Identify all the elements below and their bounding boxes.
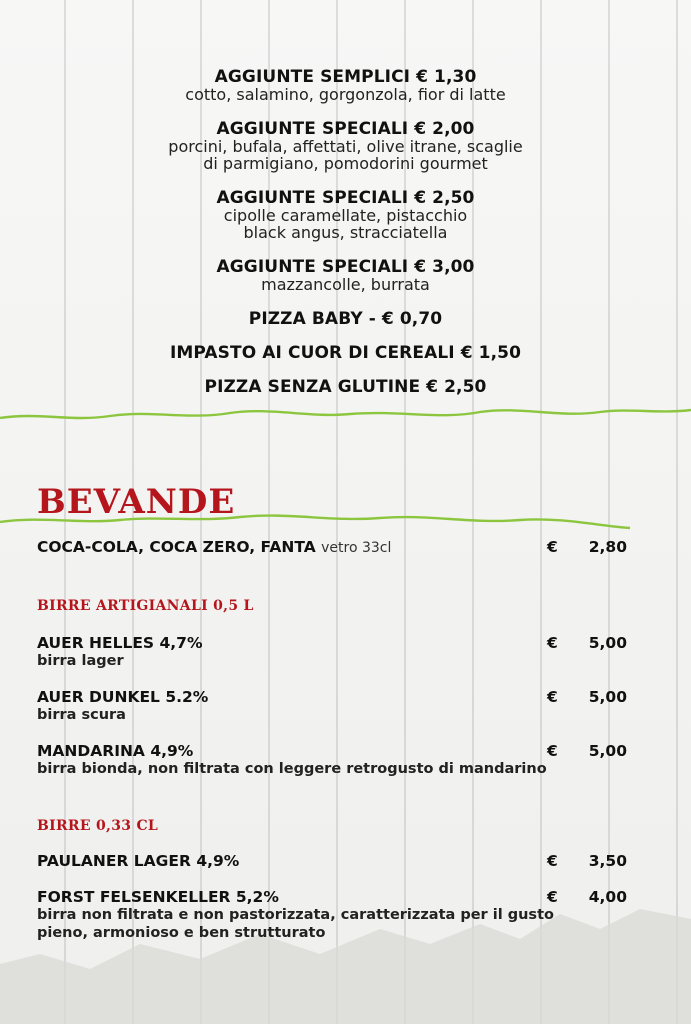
extras-group-4 [0, 258, 691, 293]
beer-name: AUER DUNKEL 5.2% [37, 688, 209, 706]
extras-group-1 [0, 68, 691, 103]
bevande-title: BEVANDE [37, 482, 236, 522]
pizza-senza-glutine: PIZZA SENZA GLUTINE € 2,50 [204, 377, 487, 397]
beer-row [37, 852, 637, 870]
currency: € [547, 538, 558, 556]
currency: € [547, 688, 558, 706]
soft-drinks-note: vetro 33cl [321, 540, 392, 556]
extras-line: di parmigiano, pomodorini gourmet [203, 154, 488, 173]
beer-row [37, 888, 637, 942]
currency: € [547, 742, 558, 760]
birre-033-title: BIRRE 0,33 CL [37, 818, 159, 834]
beer-desc: birra non filtrata e non pastorizzata, caratterizzata per il gusto [37, 907, 554, 923]
beer-name: PAULANER LAGER 4,9% [37, 852, 240, 870]
extras-line: cipolle caramellate, pistacchio [223, 206, 468, 225]
extras-line: mazzancolle, burrata [261, 275, 430, 294]
extras-group-3 [0, 189, 691, 241]
currency: € [547, 888, 558, 906]
currency: € [547, 852, 558, 870]
price: 5,00 [588, 688, 627, 706]
birre-artigianali-title: BIRRE ARTIGIANALI 0,5 L [37, 598, 254, 614]
beer-desc: birra scura [37, 707, 126, 723]
extras-line: black angus, stracciatella [243, 223, 448, 242]
beer-row [37, 742, 637, 778]
soft-drinks-name: COCA-COLA, COCA ZERO, FANTA [37, 538, 316, 556]
price: 3,50 [588, 852, 627, 870]
impasto-cereali: IMPASTO AI CUOR DI CEREALI € 1,50 [169, 343, 522, 363]
green-wave-divider [0, 400, 691, 430]
extras-title: AGGIUNTE SPECIALI € 2,00 [216, 119, 475, 139]
extras-line: cotto, salamino, gorgonzola, fior di latte [185, 85, 506, 104]
beer-name: AUER HELLES 4,7% [37, 634, 203, 652]
soft-drinks-row [37, 538, 637, 557]
extras-group-2 [0, 120, 691, 172]
extras-title: AGGIUNTE SEMPLICI € 1,30 [214, 67, 477, 87]
beer-name: FORST FELSENKELLER 5,2% [37, 888, 279, 906]
beer-row [37, 688, 637, 724]
beer-desc: birra bionda, non filtrata con leggere retrogusto di mandarino [37, 761, 547, 777]
price: 2,80 [588, 538, 627, 556]
currency: € [547, 634, 558, 652]
beer-desc-2: pieno, armonioso e ben strutturato [37, 925, 326, 941]
price: 5,00 [588, 634, 627, 652]
price: 5,00 [588, 742, 627, 760]
price: 4,00 [588, 888, 627, 906]
extras-title: AGGIUNTE SPECIALI € 3,00 [216, 257, 475, 277]
extras-title: AGGIUNTE SPECIALI € 2,50 [216, 188, 475, 208]
beer-desc: birra lager [37, 653, 124, 669]
beer-row [37, 634, 637, 670]
pizza-baby: PIZZA BABY - € 0,70 [248, 309, 443, 329]
beer-name: MANDARINA 4,9% [37, 742, 194, 760]
extras-line: porcini, bufala, affettati, olive itrane, scaglie [168, 137, 523, 156]
